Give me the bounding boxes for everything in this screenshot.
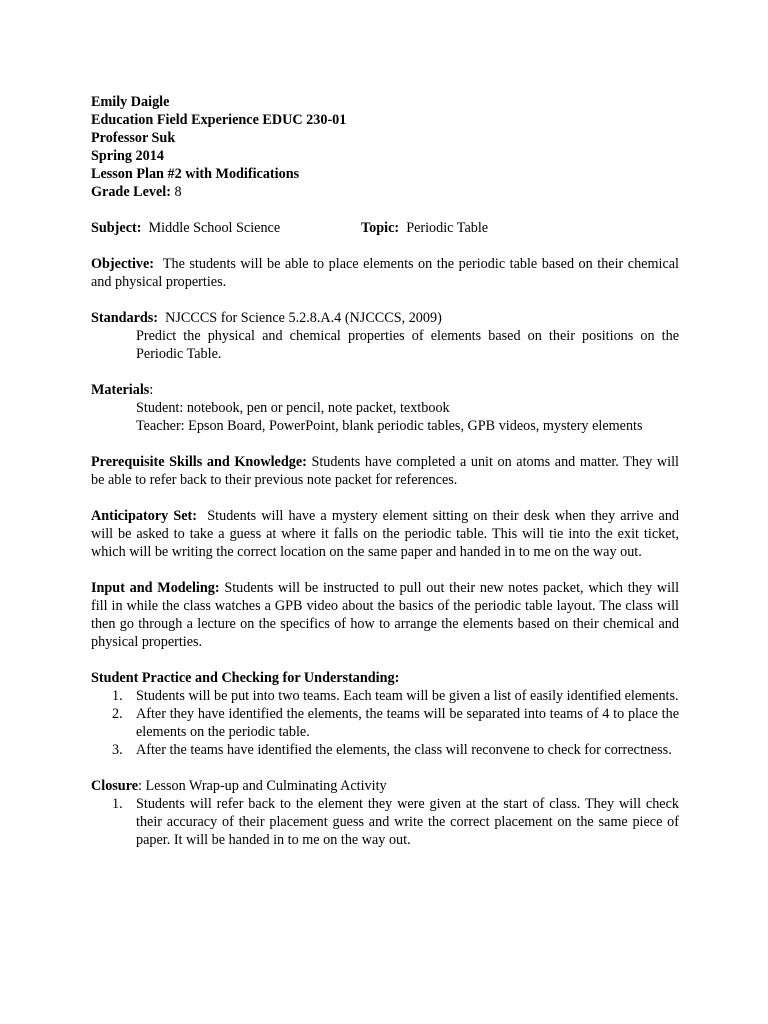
standards-label: Standards:	[91, 310, 159, 326]
input-text: Students will be instructed to pull out their new notes packet, which they will fill in while the class watches a GPB video about the basics of the periodic table layout. The class will then go through a lecture on the specifics of how to arrange the elements based on their chemical and physical properties.	[91, 580, 680, 650]
list-item	[91, 705, 679, 741]
grade-level-label: Grade Level:	[91, 184, 171, 200]
list-item	[91, 741, 679, 759]
input-section	[91, 579, 679, 651]
subject-label: Subject:	[91, 220, 142, 236]
list-text: After the teams have identified the elements, the class will reconvene to check for correctness.	[136, 742, 672, 758]
list-item	[91, 687, 679, 705]
topic-label: Topic:	[361, 220, 400, 236]
anticipatory-section	[91, 507, 679, 561]
materials-label: Materials	[91, 382, 150, 398]
plan-title: Lesson Plan #2 with Modifications	[91, 166, 300, 182]
subject-value: Middle School Science	[148, 220, 281, 236]
course-title: Education Field Experience EDUC 230-01	[91, 112, 347, 128]
list-number: 2.	[112, 706, 123, 722]
materials-colon: :	[149, 382, 154, 398]
practice-label: Student Practice and Checking for Understanding:	[91, 670, 400, 686]
closure-label: Closure	[91, 778, 139, 794]
materials-teacher: Teacher: Epson Board, PowerPoint, blank periodic tables, GPB videos, mystery elements	[136, 418, 643, 434]
topic-value: Periodic Table	[406, 220, 489, 236]
input-label: Input and Modeling:	[91, 580, 220, 596]
subject-topic-row	[91, 219, 679, 237]
list-text: After they have identified the elements, the teams will be separated into teams of 4 to place the elements on the periodic table.	[136, 706, 679, 740]
standards-code: NJCCCS for Science 5.2.8.A.4 (NJCCCS, 2009)	[165, 310, 442, 326]
list-text: Students will refer back to the element they were given at the start of class. They will check their accuracy of their placement guess and write the correct placement on the same piece of paper. It will be handed in to me on the way out.	[136, 796, 679, 848]
prerequisite-label: Prerequisite Skills and Knowledge:	[91, 454, 307, 470]
standards-section	[91, 309, 679, 327]
prerequisite-section	[91, 453, 679, 489]
objective-section	[91, 255, 679, 291]
subject	[91, 219, 361, 237]
term: Spring 2014	[91, 148, 164, 164]
list-number: 1.	[112, 796, 123, 812]
objective-text: The students will be able to place elements on the periodic table based on their chemical and physical properties.	[91, 256, 679, 290]
materials-section	[91, 381, 679, 399]
lesson-plan-document	[91, 93, 679, 849]
list-number: 1.	[112, 688, 123, 704]
grade-level-value: 8	[174, 184, 182, 200]
author-name: Emily Daigle	[91, 94, 170, 110]
materials-student: Student: notebook, pen or pencil, note packet, textbook	[136, 400, 450, 416]
professor-name: Professor Suk	[91, 130, 176, 146]
document-header	[91, 93, 679, 201]
anticipatory-label: Anticipatory Set:	[91, 508, 198, 524]
list-number: 3.	[112, 742, 123, 758]
grade-level	[91, 183, 679, 201]
topic	[361, 219, 488, 237]
standards-text: Predict the physical and chemical properties of elements based on their positions on the Periodic Table.	[136, 328, 679, 362]
closure-section	[91, 777, 679, 795]
list-text: Students will be put into two teams. Each team will be given a list of easily identified elements.	[136, 688, 679, 704]
closure-list	[91, 795, 679, 849]
practice-list	[91, 687, 679, 759]
anticipatory-text: Students will have a mystery element sitting on their desk when they arrive and will be asked to take a guess at where it falls on the periodic table. This will tie into the exit ticket, which will be writing the correct location on the same paper and handed in to me on the way out.	[91, 508, 680, 560]
objective-label: Objective:	[91, 256, 155, 272]
closure-text: : Lesson Wrap-up and Culminating Activity	[138, 778, 387, 794]
list-item	[91, 795, 679, 849]
prerequisite-text: Students have completed a unit on atoms and matter. They will be able to refer back to their previous note packet for references.	[91, 454, 679, 488]
